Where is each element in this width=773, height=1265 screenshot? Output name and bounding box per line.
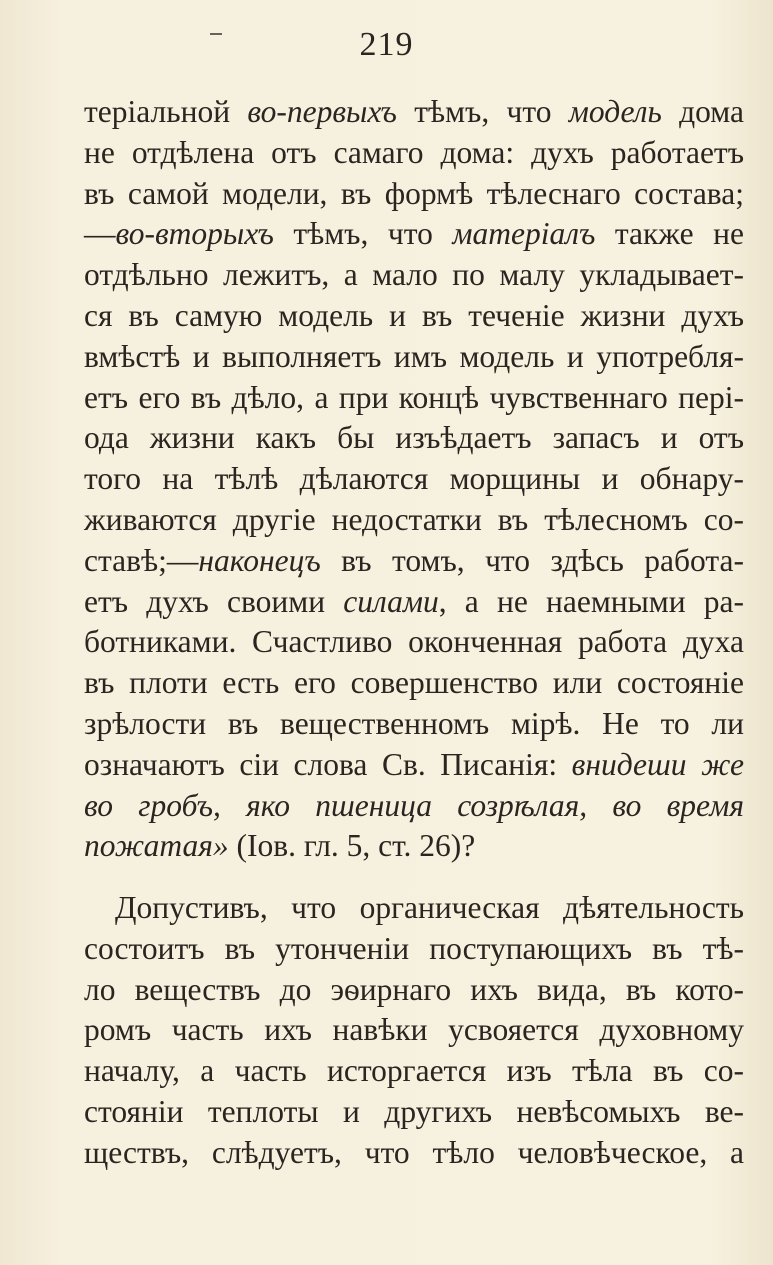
text-line <box>115 888 744 928</box>
text-run: , а не наемными ра- <box>438 583 744 619</box>
text-run: означаютъ сіи слова Св. Писанія: <box>84 746 572 782</box>
italic-text: пожатая» <box>84 828 229 864</box>
italic-text: модель <box>568 94 662 129</box>
text-run: зрѣлости въ вещественномъ мірѣ. Не то ли <box>84 706 744 741</box>
text-run: въ томъ, что здѣсь работа- <box>320 542 744 578</box>
text-line <box>84 500 744 540</box>
text-run: ществъ, слѣдуетъ, что тѣло человѣческое, а <box>84 1134 744 1170</box>
italic-text: во гробъ, яко пшеница созрѣлая, во время <box>84 787 744 823</box>
text-line <box>84 1010 744 1050</box>
text-line <box>84 214 744 254</box>
text-run: — <box>84 216 116 252</box>
text-line <box>84 418 744 458</box>
text-run: дома <box>661 94 744 129</box>
text-line <box>84 745 744 785</box>
text-line <box>84 1051 744 1091</box>
text-line <box>84 786 744 826</box>
text-line <box>84 337 744 377</box>
text-run: етъ его въ дѣло, а при концѣ чувственнаго пері- <box>84 379 744 415</box>
text-run: ботниками. Счастливо оконченная работа духа <box>84 624 744 660</box>
text-line <box>84 92 744 132</box>
text-line <box>84 622 744 662</box>
text-run: состоитъ въ утонченіи поступающихъ въ тѣ- <box>84 930 744 966</box>
text-run: ло веществъ до эѳирнаго ихъ вида, въ кото- <box>84 971 744 1007</box>
text-run: не отдѣлена отъ самаго дома: духъ работаетъ <box>84 134 744 170</box>
text-line <box>84 378 744 418</box>
text-line <box>84 826 744 866</box>
text-line <box>84 663 744 703</box>
italic-text: во-первыхъ <box>247 94 397 129</box>
text-run: отдѣльно лежитъ, а мало по малу укладывает- <box>84 257 744 293</box>
text-line <box>84 582 744 622</box>
text-run: ся въ самую модель и въ теченіе жизни духъ <box>84 298 744 333</box>
text-run: етъ духъ своими <box>84 583 344 619</box>
text-run: ода жизни какъ бы изъѣдаетъ запасъ и отъ <box>84 420 744 456</box>
text-run: ромъ часть ихъ навѣки усвояется духовному <box>84 1012 744 1048</box>
text-line <box>84 704 744 744</box>
text-line <box>84 970 744 1010</box>
italic-text: силами <box>343 583 439 619</box>
italic-text: наконецъ <box>198 542 321 578</box>
italic-text: во-вторыхъ <box>115 216 274 252</box>
text-line <box>84 255 744 295</box>
text-line <box>84 1092 744 1132</box>
text-run: стояніи теплоты и другихъ невѣсомыхъ ве- <box>84 1094 744 1129</box>
text-run: тѣмъ, что <box>396 94 569 129</box>
text-run: вмѣстѣ и выполняетъ имъ модель и употребля- <box>84 338 744 374</box>
text-run: въ самой модели, въ формѣ тѣлеснаго состава; <box>84 175 744 211</box>
text-line <box>84 459 744 499</box>
text-run: началу, а часть исторгается изъ тѣла въ со- <box>84 1053 744 1089</box>
page-number: 219 <box>359 26 414 63</box>
text-run: живаются другіе недостатки въ тѣлесномъ со- <box>84 502 744 537</box>
text-run: (Іов. гл. 5, ст. 26)? <box>228 828 476 864</box>
text-line <box>84 1133 744 1173</box>
italic-text: матеріалъ <box>452 216 596 252</box>
text-line <box>84 929 744 969</box>
text-line <box>84 133 744 173</box>
text-run: въ плоти есть его совершенство или состояніе <box>84 665 744 701</box>
text-run: Допустивъ, что органическая дѣятельность <box>115 890 744 925</box>
text-run: ставѣ;— <box>84 542 199 578</box>
text-line <box>84 296 744 336</box>
text-run: тѣмъ, что <box>273 216 453 252</box>
text-run: того на тѣлѣ дѣлаются морщины и обнару- <box>84 461 744 497</box>
text-run: теріальной <box>84 94 248 129</box>
italic-text: внидеши же <box>571 746 744 782</box>
text-line <box>84 541 744 581</box>
text-line <box>84 174 744 214</box>
text-run: также не <box>595 216 744 252</box>
